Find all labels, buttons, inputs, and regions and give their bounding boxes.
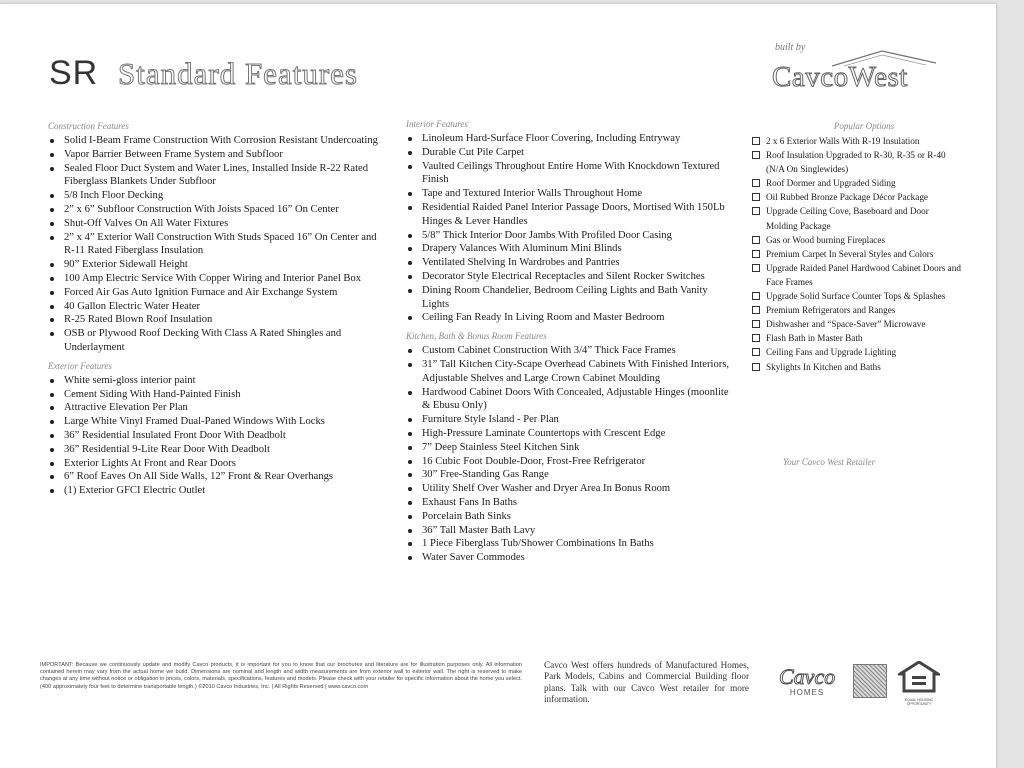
title-prefix: SR — [49, 54, 99, 92]
cavco-west-logo: CavcoWest — [772, 61, 908, 93]
list-item: OSB or Plywood Roof Decking With Class A Rated Shingles and Underlayment — [48, 327, 378, 355]
checkbox-icon — [752, 292, 760, 300]
list-item: Residential Raided Panel Interior Passage Doors, Mortised With 150Lb Hinges & Lever Handles — [406, 201, 736, 229]
list-item: 40 Gallon Electric Water Heater — [48, 300, 378, 314]
equal-housing-icon — [898, 661, 940, 693]
list-item: Hardwood Cabinet Doors With Concealed, Adjustable Hinges (moonlite & Ebusu Only) — [406, 386, 736, 414]
retailer-label: Your Cavco West Retailer — [783, 457, 876, 467]
column-right — [752, 121, 962, 374]
list-item: R-25 Rated Blown Roof Insulation — [48, 313, 378, 327]
option-label: 2 x 6 Exterior Walls With R-19 Insulation — [766, 136, 920, 146]
checkbox-icon — [752, 320, 760, 328]
list-item: Furniture Style Island - Per Plan — [406, 413, 736, 427]
list-item: 31” Tall Kitchen City-Scape Overhead Cabinets With Finished Interiors, Adjustable Shelves and Large Crown Cabinet Moulding — [406, 358, 736, 386]
list-item: 2” x 6” Subfloor Construction With Joists Spaced 16” On Center — [48, 203, 378, 217]
list-item: Shut-Off Valves On All Water Fixtures — [48, 217, 378, 231]
list-item: Water Saver Commodes — [406, 551, 736, 565]
list-item: 36” Residential 9-Lite Rear Door With Deadbolt — [48, 443, 378, 457]
list-item: Cement Siding With Hand-Painted Finish — [48, 388, 378, 402]
option-label: Flash Bath in Master Bath — [766, 333, 863, 344]
cavco-offers-text: Cavco West offers hundreds of Manufactured Homes, Park Models, Cabins and Commercial Building floor plans. Talk with our Cavco West retailer for more information. — [544, 660, 749, 705]
list-item: Vaulted Ceilings Throughout Entire Home With Knockdown Textured Finish — [406, 160, 736, 188]
list-item: 30” Free-Standing Gas Range — [406, 468, 736, 482]
option-label: Upgrade Raided Panel Hardwood Cabinet Doors and Face Frames — [766, 262, 961, 287]
list-item: Linoleum Hard-Surface Floor Covering, Including Entryway — [406, 132, 736, 146]
option-label: Premium Carpet In Several Styles and Colors — [766, 248, 934, 259]
checkbox-icon — [752, 179, 760, 187]
list-item: Exhaust Fans In Baths — [406, 496, 736, 510]
option-label: Upgrade Ceiling Cove, Baseboard and Door Molding Package — [766, 206, 929, 231]
option-item — [752, 134, 962, 148]
list-item: 16 Cubic Foot Double-Door, Frost-Free Refrigerator — [406, 455, 736, 469]
brochure-page — [0, 4, 996, 768]
option-item — [752, 247, 962, 261]
list-item: Attractive Elevation Per Plan — [48, 401, 378, 415]
list-item: Sealed Floor Duct System and Water Lines, Installed Inside R-22 Rated Fiberglass Blankets Under Subfloor — [48, 162, 378, 190]
column-left — [48, 121, 378, 498]
option-item — [752, 360, 962, 374]
construction-list — [48, 134, 378, 355]
exterior-heading: Exterior Features — [48, 360, 112, 371]
list-item: Ceiling Fan Ready In Living Room and Master Bedroom — [406, 311, 736, 325]
option-label: Premium Refrigerators and Ranges — [766, 305, 896, 316]
list-item: 36” Residential Insulated Front Door With Deadbolt — [48, 429, 378, 443]
option-item — [752, 190, 962, 204]
option-label: Skylights In Kitchen and Baths — [766, 361, 881, 372]
equal-housing-label: EQUAL HOUSING OPPORTUNITY — [904, 698, 934, 706]
list-item: White semi-gloss interior paint — [48, 374, 378, 388]
list-item: 6” Roof Eaves On All Side Walls, 12” Front & Rear Overhangs — [48, 470, 378, 484]
kitchen-heading: Kitchen, Bath & Bonus Room Features — [406, 331, 547, 342]
list-item: Drapery Valances With Aluminum Mini Blinds — [406, 242, 736, 256]
kitchen-list — [406, 344, 736, 565]
construction-heading: Construction Features — [48, 121, 129, 131]
list-item: Forced Air Gas Auto Ignition Furnace and Air Exchange System — [48, 286, 378, 300]
exterior-list — [48, 374, 378, 498]
option-label: Ceiling Fans and Upgrade Lighting — [766, 347, 897, 358]
list-item: 7” Deep Stainless Steel Kitchen Sink — [406, 441, 736, 455]
option-item — [752, 289, 962, 303]
checkbox-icon — [752, 306, 760, 314]
list-item: 5/8 Inch Floor Decking — [48, 189, 378, 203]
option-label: Oil Rubbed Bronze Package Décor Package — [766, 192, 928, 203]
list-item: Solid I-Beam Frame Construction With Corrosion Resistant Undercoating — [48, 134, 378, 148]
column-middle — [406, 119, 736, 565]
list-item: Porcelain Bath Sinks — [406, 510, 736, 524]
option-item — [752, 261, 962, 289]
checkbox-icon — [752, 236, 760, 244]
list-item: Custom Cabinet Construction With 3/4” Thick Face Frames — [406, 344, 736, 358]
option-item — [752, 204, 962, 232]
option-item — [752, 176, 962, 190]
option-label: Gas or Wood burning Fireplaces — [766, 234, 886, 245]
option-item — [752, 148, 962, 176]
list-item: Utility Shelf Over Washer and Dryer Area In Bonus Room — [406, 482, 736, 496]
list-item: High-Pressure Laminate Countertops with Crescent Edge — [406, 427, 736, 441]
list-item: Durable Cut Pile Carpet — [406, 146, 736, 160]
cavco-homes-logo — [779, 666, 835, 697]
certification-seal-icon — [853, 664, 887, 698]
checkbox-icon — [752, 137, 760, 145]
option-item — [752, 303, 962, 317]
interior-heading: Interior Features — [406, 119, 468, 129]
list-item: Large White Vinyl Framed Dual-Paned Windows With Locks — [48, 415, 378, 429]
list-item: 1 Piece Fiberglass Tub/Shower Combinations In Baths — [406, 537, 736, 551]
option-item — [752, 233, 962, 247]
list-item: Decorator Style Electrical Receptacles and Silent Rocker Switches — [406, 270, 736, 284]
list-item: 36” Tall Master Bath Lavy — [406, 524, 736, 538]
options-heading: Popular Options — [833, 121, 895, 131]
cavco-homes-script: Cavco — [779, 664, 836, 689]
checkbox-icon — [752, 193, 760, 201]
list-item: Ventilated Shelving In Wardrobes and Pantries — [406, 256, 736, 270]
list-item: Vapor Barrier Between Frame System and Subfloor — [48, 148, 378, 162]
option-item — [752, 331, 962, 345]
checkbox-icon — [752, 151, 760, 159]
option-label: Upgrade Solid Surface Counter Tops & Splashes — [766, 291, 946, 302]
list-item: 2” x 4” Exterior Wall Construction With Studs Spaced 16” On Center and R-11 Rated Fiberglass Insulation — [48, 231, 378, 259]
list-item: 5/8” Thick Interior Door Jambs With Profiled Door Casing — [406, 229, 736, 243]
equal-housing-logo — [897, 661, 941, 706]
option-label: Dishwasher and “Space-Saver” Microwave — [766, 319, 926, 330]
option-item — [752, 345, 962, 359]
built-by-label: built by — [775, 42, 806, 53]
option-item — [752, 317, 962, 331]
list-item: Dining Room Chandelier, Bedroom Ceiling Lights and Bath Vanity Lights — [406, 284, 736, 312]
disclaimer-text: IMPORTANT: Because we continuously update and modify Cavco products, it is important for you to know that our brochures and literature are for illustration purposes only. All information contained herein may vary from the actual home we build. Dimensions are nominal and length and width measurements are from exterior wall to exterior wall. The right is reserved to make changes at any time without notice or obligation in prices, colors, materials, specifications, features and models. Please check with your retailer for specific information about the home you select. (400 approximately four feet to determine transportable length.) ©2010 Cavco Industries, Inc. | All Rights Reserved | www.cavco.com — [40, 662, 522, 690]
interior-list — [406, 132, 736, 325]
list-item: 90” Exterior Sidewall Height — [48, 258, 378, 272]
checkbox-icon — [752, 363, 760, 371]
page-title: Standard Features — [118, 56, 358, 91]
list-item: Exterior Lights At Front and Rear Doors — [48, 457, 378, 471]
checkbox-icon — [752, 264, 760, 272]
checkbox-icon — [752, 207, 760, 215]
cavco-homes-sub: HOMES — [789, 688, 825, 697]
checkbox-icon — [752, 250, 760, 258]
option-label: Roof Insulation Upgraded to R-30, R-35 or R-40 (N/A On Singlewides) — [766, 150, 946, 175]
list-item: 100 Amp Electric Service With Copper Wiring and Interior Panel Box — [48, 272, 378, 286]
option-label: Roof Dormer and Upgraded Siding — [766, 178, 896, 189]
list-item: (1) Exterior GFCI Electric Outlet — [48, 484, 378, 498]
checkbox-icon — [752, 348, 760, 356]
checkbox-icon — [752, 334, 760, 342]
list-item: Tape and Textured Interior Walls Throughout Home — [406, 187, 736, 201]
options-list — [752, 134, 962, 374]
